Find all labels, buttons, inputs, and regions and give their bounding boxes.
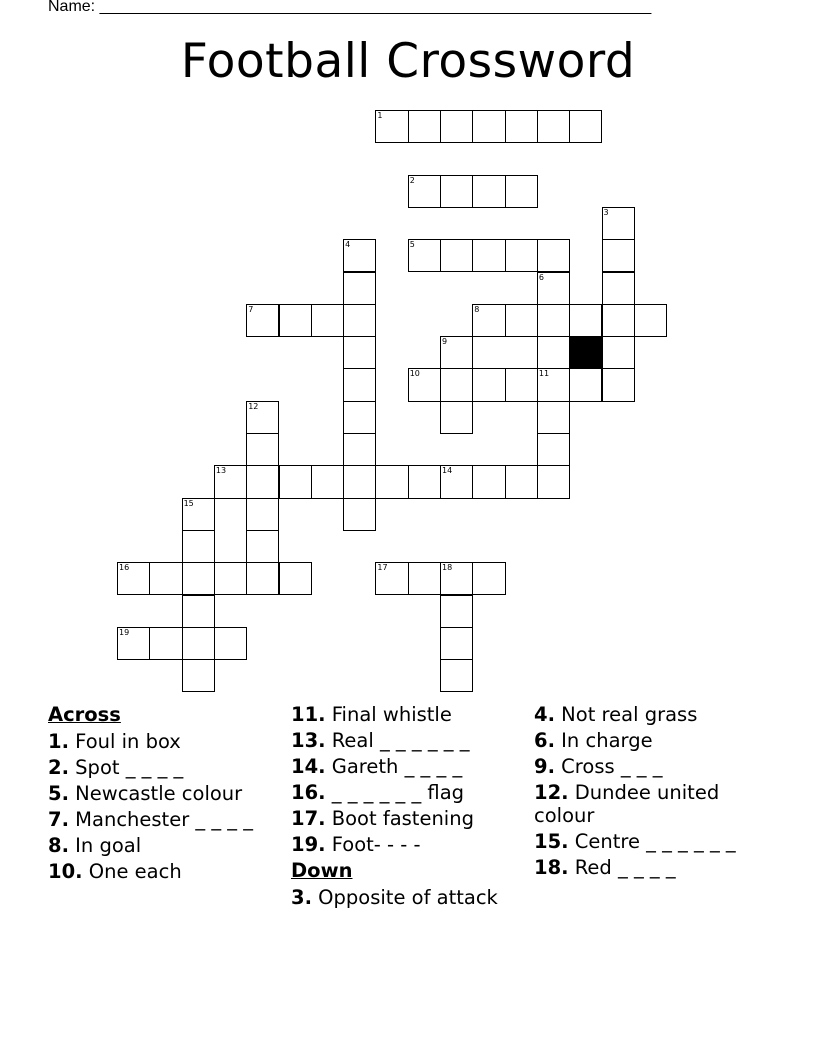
crossword-cell[interactable] (214, 465, 247, 498)
crossword-cell[interactable] (440, 110, 473, 143)
crossword-cell[interactable] (117, 562, 150, 595)
crossword-cell[interactable] (375, 110, 408, 143)
crossword-cell[interactable] (569, 304, 602, 337)
crossword-cell[interactable] (537, 110, 570, 143)
clue-item (291, 729, 511, 752)
clue-number: 6 (538, 272, 544, 282)
clue-item (534, 856, 754, 879)
crossword-cell[interactable] (343, 498, 376, 531)
clue-item (534, 729, 754, 752)
crossword-cell[interactable] (602, 272, 635, 305)
crossword-cell[interactable] (343, 465, 376, 498)
crossword-cell[interactable] (505, 465, 538, 498)
crossword-cell[interactable] (537, 465, 570, 498)
crossword-cell[interactable] (343, 433, 376, 466)
crossword-cell[interactable] (182, 530, 215, 563)
clue-number: 14 (442, 466, 453, 476)
crossword-cell[interactable] (343, 401, 376, 434)
crossword-cell[interactable] (472, 239, 505, 272)
down-heading: Down (291, 859, 353, 882)
clue-number: 17 (377, 563, 388, 573)
crossword-cell[interactable] (505, 368, 538, 401)
clue-column-3 (534, 703, 754, 882)
clue-number-label: 7. (48, 808, 69, 831)
clue-text: Spot _ _ _ _ (68, 756, 184, 779)
crossword-cell[interactable] (182, 659, 215, 692)
clue-item (48, 782, 268, 805)
clue-item (291, 755, 511, 778)
clue-item (48, 808, 268, 831)
crossword-cell[interactable] (537, 336, 570, 369)
crossword-cell[interactable] (408, 562, 441, 595)
crossword-cell[interactable] (182, 498, 215, 531)
clue-number: 9 (442, 337, 448, 347)
clue-number-label: 13. (291, 729, 326, 752)
crossword-cell[interactable] (505, 110, 538, 143)
crossword-cell[interactable] (246, 498, 279, 531)
clue-text: Cross _ _ _ (554, 755, 663, 778)
crossword-cell[interactable] (440, 465, 473, 498)
crossword-cell[interactable] (214, 627, 247, 660)
crossword-cell[interactable] (343, 272, 376, 305)
crossword-cell[interactable] (440, 595, 473, 628)
crossword-cell[interactable] (537, 239, 570, 272)
clue-number-label: 2. (48, 756, 69, 779)
clue-number: 19 (119, 627, 130, 637)
clue-text: Dundee united colour (534, 781, 720, 827)
crossword-cell[interactable] (602, 239, 635, 272)
crossword-cell[interactable] (569, 110, 602, 143)
clue-number-label: 6. (534, 729, 555, 752)
clue-number-label: 9. (534, 755, 555, 778)
crossword-cell[interactable] (117, 627, 150, 660)
crossword-cell[interactable] (440, 401, 473, 434)
clue-number: 4 (345, 240, 351, 250)
crossword-cell[interactable] (440, 562, 473, 595)
crossword-cell[interactable] (343, 368, 376, 401)
clue-text: Final whistle (325, 703, 452, 726)
crossword-cell[interactable] (505, 175, 538, 208)
crossword-cell[interactable] (182, 595, 215, 628)
clue-item (291, 886, 511, 909)
crossword-cell[interactable] (246, 433, 279, 466)
crossword-cell[interactable] (149, 562, 182, 595)
crossword-cell[interactable] (246, 465, 279, 498)
crossword-cell[interactable] (440, 627, 473, 660)
clue-text: One each (82, 860, 182, 883)
crossword-cell[interactable] (246, 530, 279, 563)
clue-column-1 (48, 703, 268, 886)
clue-text: Real _ _ _ _ _ _ (325, 729, 470, 752)
crossword-cell[interactable] (505, 239, 538, 272)
clue-number: 12 (248, 401, 259, 411)
crossword-cell[interactable] (602, 336, 635, 369)
crossword-cell[interactable] (634, 304, 667, 337)
crossword-cell[interactable] (311, 304, 344, 337)
crossword-cell[interactable] (537, 304, 570, 337)
crossword-cell[interactable] (214, 562, 247, 595)
crossword-cell[interactable] (279, 304, 312, 337)
black-cell (569, 336, 602, 369)
crossword-cell[interactable] (279, 465, 312, 498)
clue-item (291, 703, 511, 726)
crossword-cell[interactable] (472, 368, 505, 401)
clue-number: 10 (409, 369, 420, 379)
crossword-cell[interactable] (440, 336, 473, 369)
clue-number: 18 (442, 563, 453, 573)
crossword-cell[interactable] (408, 239, 441, 272)
clue-number-label: 19. (291, 833, 326, 856)
clue-number-label: 4. (534, 703, 555, 726)
crossword-cell[interactable] (182, 562, 215, 595)
clue-number: 13 (215, 466, 227, 476)
clue-text: Manchester _ _ _ _ (68, 808, 254, 831)
clue-item (48, 860, 268, 883)
clue-number: 1 (377, 111, 383, 120)
clue-item (534, 755, 754, 778)
clue-number-label: 5. (48, 782, 69, 805)
clue-text: Centre _ _ _ _ _ _ (568, 830, 736, 853)
crossword-cell[interactable] (472, 465, 505, 498)
clue-text: _ _ _ _ _ _ flag (325, 781, 465, 804)
clue-number-label: 12. (534, 781, 569, 804)
clue-text: Red _ _ _ _ (568, 856, 676, 879)
clue-number: 11 (538, 369, 550, 379)
clue-number-label: 15. (534, 830, 569, 853)
clue-number: 5 (409, 240, 415, 250)
crossword-cell[interactable] (537, 401, 570, 434)
crossword-cell[interactable] (440, 239, 473, 272)
clue-item (534, 703, 754, 726)
crossword-cell[interactable] (408, 465, 441, 498)
clue-item (48, 834, 268, 857)
crossword-cell[interactable] (569, 368, 602, 401)
crossword-cell[interactable] (246, 562, 279, 595)
crossword-cell[interactable] (311, 465, 344, 498)
crossword-cell[interactable] (440, 368, 473, 401)
clue-number-label: 11. (291, 703, 326, 726)
clue-number: 7 (248, 304, 254, 314)
clue-number-label: 16. (291, 781, 326, 804)
clue-text: Not real grass (554, 703, 698, 726)
clue-number-label: 17. (291, 807, 326, 830)
crossword-cell[interactable] (246, 304, 279, 337)
clue-number: 15 (183, 498, 194, 508)
clue-item (48, 756, 268, 779)
clue-number: 16 (119, 563, 130, 573)
clue-item (291, 833, 511, 856)
crossword-cell[interactable] (440, 175, 473, 208)
clue-item (291, 807, 511, 830)
crossword-cell[interactable] (279, 562, 312, 595)
crossword-cell[interactable] (343, 239, 376, 272)
clue-column-2 (291, 703, 511, 912)
clue-number: 8 (474, 304, 480, 314)
crossword-cell[interactable] (472, 304, 505, 337)
name-field-label: Name: ______________________________________________________________ (48, 0, 652, 15)
crossword-cell[interactable] (375, 465, 408, 498)
clue-text: Foot- - - - (325, 833, 421, 856)
clue-text: In charge (554, 729, 653, 752)
clue-number-label: 14. (291, 755, 326, 778)
crossword-cell[interactable] (472, 110, 505, 143)
clue-item (534, 781, 754, 827)
clue-text: Boot fastening (325, 807, 474, 830)
crossword-cell[interactable] (408, 110, 441, 143)
crossword-cell[interactable] (472, 175, 505, 208)
across-heading: Across (48, 703, 121, 726)
crossword-cell[interactable] (408, 368, 441, 401)
crossword-cell[interactable] (537, 272, 570, 305)
crossword-cell[interactable] (246, 401, 279, 434)
crossword-cell[interactable] (602, 304, 635, 337)
crossword-cell[interactable] (149, 627, 182, 660)
crossword-cell[interactable] (472, 562, 505, 595)
crossword-cell[interactable] (343, 336, 376, 369)
clue-number-label: 1. (48, 730, 69, 753)
clue-number: 3 (603, 207, 609, 217)
clue-number-label: 18. (534, 856, 569, 879)
crossword-cell[interactable] (375, 562, 408, 595)
clue-text: In goal (68, 834, 142, 857)
crossword-cell[interactable] (537, 368, 570, 401)
clue-text: Foul in box (68, 730, 181, 753)
clue-number-label: 10. (48, 860, 83, 883)
crossword-cell[interactable] (505, 304, 538, 337)
clue-text: Opposite of attack (311, 886, 498, 909)
crossword-cell[interactable] (440, 659, 473, 692)
crossword-cell[interactable] (343, 304, 376, 337)
clue-number: 2 (409, 175, 415, 185)
clue-item (534, 830, 754, 853)
crossword-cell[interactable] (182, 627, 215, 660)
clue-item (48, 730, 268, 753)
crossword-cell[interactable] (408, 175, 441, 208)
clue-number-label: 3. (291, 886, 312, 909)
page-title: Football Crossword (180, 34, 636, 89)
clue-text: Gareth _ _ _ _ (325, 755, 463, 778)
crossword-cell[interactable] (602, 207, 635, 240)
clue-text: Newcastle colour (68, 782, 243, 805)
crossword-cell[interactable] (537, 433, 570, 466)
crossword-cell[interactable] (602, 368, 635, 401)
clue-number-label: 8. (48, 834, 69, 857)
clue-item (291, 781, 511, 804)
